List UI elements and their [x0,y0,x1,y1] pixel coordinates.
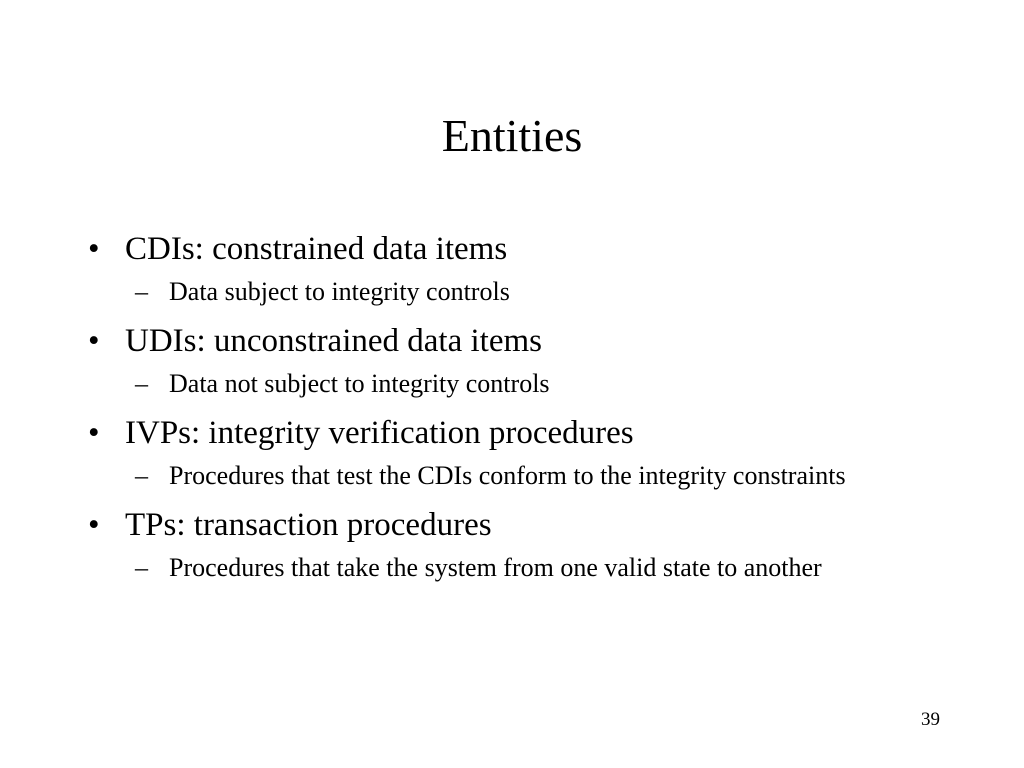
bullet-text: TPs: transaction procedures [125,507,492,543]
bullet-line [88,412,948,454]
bullet-text: CDIs: constrained data items [125,231,508,267]
page-number: 39 [921,709,940,730]
sub-bullet-text: Procedures that test the CDIs conform to the integrity constraints [169,461,846,490]
sub-bullet-item [135,366,948,402]
slide-title: Entities [441,110,583,161]
bullet-text: UDIs: unconstrained data items [125,323,542,359]
bullet-icon: • [88,415,100,451]
bullet-icon: • [88,323,100,359]
dash-icon: – [135,461,148,490]
bullet-icon: • [88,231,100,267]
sub-bullet-list [88,550,948,586]
bullet-line [88,320,948,362]
sub-bullet-item [135,550,948,586]
sub-bullet-text: Data subject to integrity controls [169,277,510,306]
sub-bullet-item [135,274,948,310]
bullet-item [88,504,948,586]
bullet-line [88,228,948,270]
bullet-icon: • [88,507,100,543]
bullet-item [88,228,948,310]
dash-icon: – [135,277,148,306]
bullet-line [88,504,948,546]
sub-bullet-list [88,366,948,402]
sub-bullet-text: Procedures that take the system from one valid state to another [169,553,822,582]
bullet-list [88,228,948,596]
sub-bullet-text: Data not subject to integrity controls [169,369,550,398]
bullet-item [88,412,948,494]
sub-bullet-item [135,458,948,494]
sub-bullet-list [88,274,948,310]
bullet-item [88,320,948,402]
dash-icon: – [135,553,148,582]
dash-icon: – [135,369,148,398]
sub-bullet-list [88,458,948,494]
bullet-text: IVPs: integrity verification procedures [125,415,634,451]
